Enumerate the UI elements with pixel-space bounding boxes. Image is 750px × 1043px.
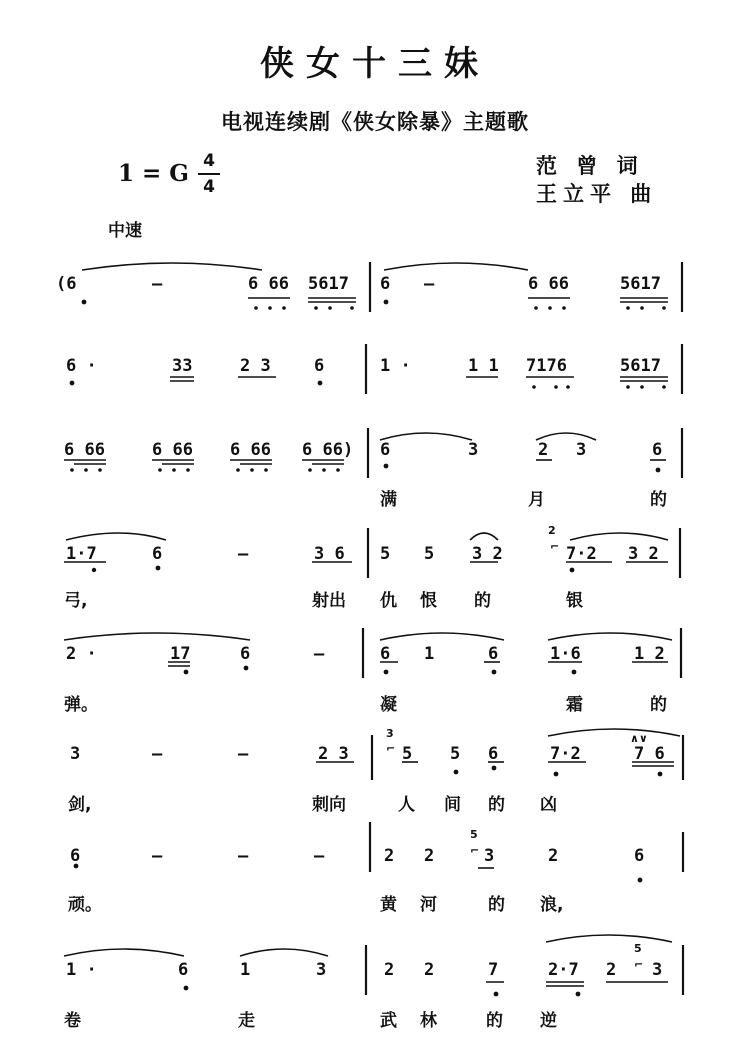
grace-note: 5 xyxy=(634,942,642,955)
note: 3 2 xyxy=(628,544,659,564)
lyric: 的 xyxy=(650,695,667,715)
note: 17 xyxy=(170,644,191,664)
lyric: 凶 xyxy=(540,795,557,815)
note: 7176 xyxy=(526,356,567,376)
lyric: 武 xyxy=(380,1011,397,1031)
lyric: 的 xyxy=(650,490,667,510)
note: (6 xyxy=(56,274,77,294)
note: 6 xyxy=(488,744,499,764)
note: 6 66 xyxy=(152,440,193,460)
lyric: 剑, xyxy=(68,795,92,815)
lyric: 月 xyxy=(528,490,545,510)
lyric: 的 xyxy=(488,795,505,815)
note: 3 2 xyxy=(472,544,503,564)
lyric: 凝 xyxy=(380,695,397,715)
note: 5 xyxy=(380,544,391,564)
note: 6 xyxy=(178,960,189,980)
note: 6 xyxy=(70,846,81,866)
note: 1 · xyxy=(66,960,97,980)
lyric: 霜 xyxy=(566,695,583,715)
note: 6 · xyxy=(66,356,97,376)
note: 3 xyxy=(70,744,81,764)
note: 1·7 xyxy=(66,544,97,564)
turn-ornament-icon: ∧∨ xyxy=(630,732,648,745)
note: 2 xyxy=(548,846,559,866)
note: 6 66 xyxy=(528,274,569,294)
lyric: 人 xyxy=(398,795,415,815)
note: 5 xyxy=(450,744,461,764)
note: 5 xyxy=(402,744,413,764)
note: 6 xyxy=(634,846,645,866)
lyric: 弹。 xyxy=(64,695,98,715)
grace-mark: ⌐ xyxy=(550,540,560,553)
composer-credit: 王立平 曲 xyxy=(536,182,658,206)
note: 1 xyxy=(424,644,435,664)
note: 3 6 xyxy=(314,544,345,564)
note: 6 xyxy=(240,644,251,664)
grace-mark: ⌐ xyxy=(634,958,644,971)
note: 1 2 xyxy=(634,644,665,664)
song-subtitle: 电视连续剧《侠女除暴》主题歌 xyxy=(221,110,529,134)
dash: — xyxy=(314,846,325,866)
dash: — xyxy=(238,744,249,764)
note: 2 xyxy=(384,960,395,980)
note: 6 xyxy=(380,274,391,294)
note: 6 xyxy=(380,644,391,664)
note: 5 xyxy=(424,544,435,564)
note: 2 3 xyxy=(240,356,271,376)
lyric: 恨 xyxy=(420,591,437,611)
lyric: 银 xyxy=(566,591,583,611)
dash: — xyxy=(152,744,163,764)
note: 6 xyxy=(488,644,499,664)
note: 33 xyxy=(172,356,193,376)
note: 2·7 xyxy=(548,960,579,980)
note: 7 xyxy=(488,960,499,980)
key-signature: 1 = G xyxy=(118,160,189,187)
note: 5617 xyxy=(620,356,661,376)
note: 2 xyxy=(384,846,395,866)
grace-note: 5 xyxy=(470,828,478,841)
lyric: 浪, xyxy=(540,895,564,915)
note: 6 xyxy=(314,356,325,376)
note: 6 xyxy=(652,440,663,460)
dash: — xyxy=(152,846,163,866)
lyric: 河 xyxy=(420,895,437,915)
grace-note: 2 xyxy=(548,524,556,537)
note: 2 xyxy=(424,846,435,866)
lyric: 走 xyxy=(238,1011,255,1031)
note: 1·6 xyxy=(550,644,581,664)
lyricist-credit: 范 曾 词 xyxy=(536,154,644,178)
dash: — xyxy=(152,274,163,294)
note: 2 xyxy=(424,960,435,980)
note: 7·2 xyxy=(566,544,597,564)
note: 3 xyxy=(652,960,663,980)
note: 7·2 xyxy=(550,744,581,764)
note: 6 xyxy=(380,440,391,460)
note: 1 1 xyxy=(468,356,499,376)
song-title: 侠女十三妹 xyxy=(260,44,490,84)
time-signature-top: 4 xyxy=(203,151,215,171)
note: 6 66 xyxy=(248,274,289,294)
note: 3 xyxy=(576,440,587,460)
lyric: 间 xyxy=(444,795,461,815)
lyric: 黄 xyxy=(380,895,397,915)
note: 1 xyxy=(240,960,251,980)
lyric: 卷 xyxy=(64,1011,81,1031)
lyric: 的 xyxy=(486,1011,503,1031)
dash: — xyxy=(314,644,325,664)
lyric: 林 xyxy=(420,1011,437,1031)
dash: — xyxy=(424,274,435,294)
grace-note: 3 xyxy=(386,727,394,740)
note: 1 · xyxy=(380,356,411,376)
lyric: 的 xyxy=(474,591,491,611)
lyric: 刺向 xyxy=(312,795,346,815)
note: 2 xyxy=(606,960,617,980)
note: 5617 xyxy=(620,274,661,294)
note: 6 66 xyxy=(64,440,105,460)
time-signature-bottom: 4 xyxy=(203,177,215,197)
note: 3 xyxy=(468,440,479,460)
lyric: 射出 xyxy=(312,591,346,611)
note: 5617 xyxy=(308,274,349,294)
note: 3 xyxy=(316,960,327,980)
grace-mark: ⌐ xyxy=(470,844,480,857)
grace-mark: ⌐ xyxy=(386,742,396,755)
tempo-marking: 中速 xyxy=(108,221,142,241)
note: 6 xyxy=(152,544,163,564)
lyric: 的 xyxy=(488,895,505,915)
note: 2 · xyxy=(66,644,97,664)
lyric: 逆 xyxy=(540,1011,557,1031)
note: 2 xyxy=(538,440,549,460)
note: 3 xyxy=(484,846,495,866)
lyric: 顽。 xyxy=(68,895,102,915)
note: 7 6 xyxy=(634,744,665,764)
lyric: 满 xyxy=(380,490,397,510)
dash: — xyxy=(238,544,249,564)
lyric: 弓, xyxy=(64,591,88,611)
dash: — xyxy=(238,846,249,866)
note: 6 66) xyxy=(302,440,354,460)
lyric: 仇 xyxy=(380,591,397,611)
note: 2 3 xyxy=(318,744,349,764)
note: 6 66 xyxy=(230,440,271,460)
